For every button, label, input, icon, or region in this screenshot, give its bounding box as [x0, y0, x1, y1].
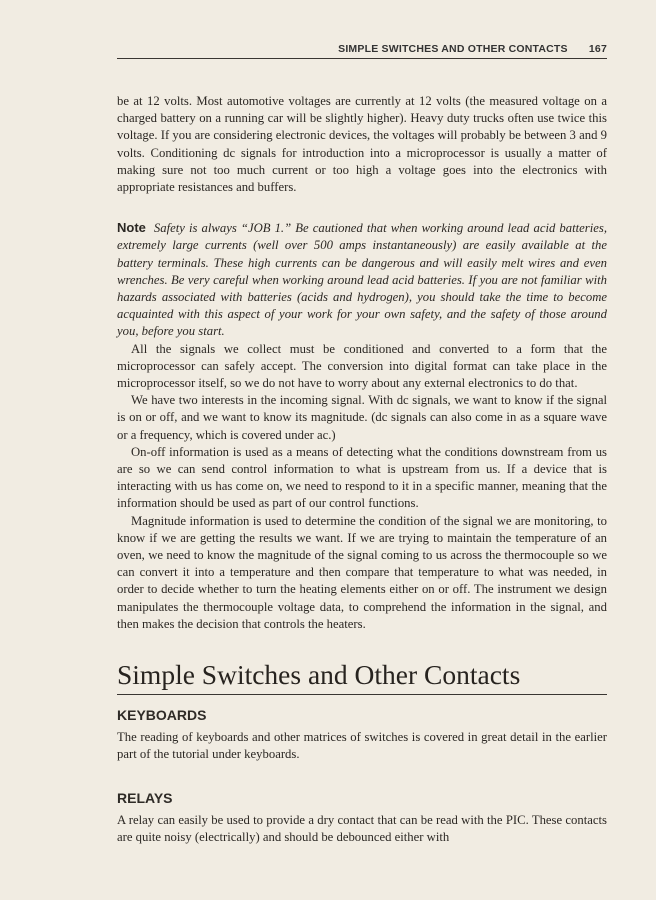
- note-text: Safety is always “JOB 1.” Be cautioned that when working around lead acid batteries, extremely large currents (well over 500 amps instantaneously) are easily available at the battery terminals. These high currents can be dangerous and will easily melt wires and even wrenches. Be very careful when working around lead acid batteries. If you are not familiar with hazards associated with batteries (acids and hydrogen), you should take the time to become acquainted with this aspect of your work for your own safety, and the safety of those around you, before you start.: [117, 221, 607, 339]
- paragraph-magnitude: Magnitude information is used to determine the condition of the signal we are monitoring, to know if we are getting the results we want. If we are trying to maintain the temperature of an oven, we need to know the magnitude of the signal coming to us across the thermocouple so we can convert it into a temperature and then compare that temperature to what was needed, in order to decide whether to turn the heating elements either on or off. The instrument we design manipulates the thermocouple voltage data, to comprehend the information in the signal, and then makes the decision that controls the heaters.: [117, 513, 607, 631]
- paragraph-signals: All the signals we collect must be conditioned and converted to a form that the microprocessor can safely accept. The conversion into digital format can take place in the microprocessor itself, so we do not have to worry about any external electronics to do that.: [117, 341, 607, 391]
- header-section-title: SIMPLE SWITCHES AND OTHER CONTACTS: [338, 43, 568, 55]
- page-number: 167: [588, 43, 607, 55]
- safety-note: [117, 219, 607, 340]
- note-label: Note: [117, 220, 146, 236]
- paragraph-continued: be at 12 volts. Most automotive voltages are currently at 12 volts (the measured voltage on a charged battery on a running car will be slightly higher). Heavy duty trucks often use twice this voltage. If you are considering electronic devices, the voltages will probably be between 3 and 9 volts. Conditioning dc signals for introduction into a microprocessor is usually a matter of making sure not too much current or too high a voltage goes into the electronics with appropriate resistances and buffers.: [117, 94, 607, 195]
- paragraph-interests: We have two interests in the incoming signal. With dc signals, we want to know if the signal is on or off, and we want to know its magnitude. (dc signals can also come in as a square wave or a frequency, which is covered under ac.): [117, 393, 607, 442]
- section-title: Simple Switches and Other Contacts: [117, 659, 607, 695]
- paragraph-on-off: On-off information is used as a means of detecting what the conditions downstream from us are so we can send control information to what is upstream from us. If a device that is interacting with us has come on, we need to respond to it in a specific manner, meaning that the information should be used as part of our control functions.: [117, 444, 607, 511]
- keyboards-heading: KEYBOARDS: [117, 707, 207, 724]
- relays-paragraph: A relay can easily be used to provide a dry contact that can be read with the PIC. These contacts are quite noisy (electrically) and should be debounced either with: [117, 812, 607, 844]
- keyboards-paragraph: The reading of keyboards and other matrices of switches is covered in great detail in the earlier part of the tutorial under keyboards.: [117, 730, 607, 762]
- running-header: [117, 43, 607, 59]
- relays-heading: RELAYS: [117, 789, 173, 806]
- page-body: [117, 93, 607, 846]
